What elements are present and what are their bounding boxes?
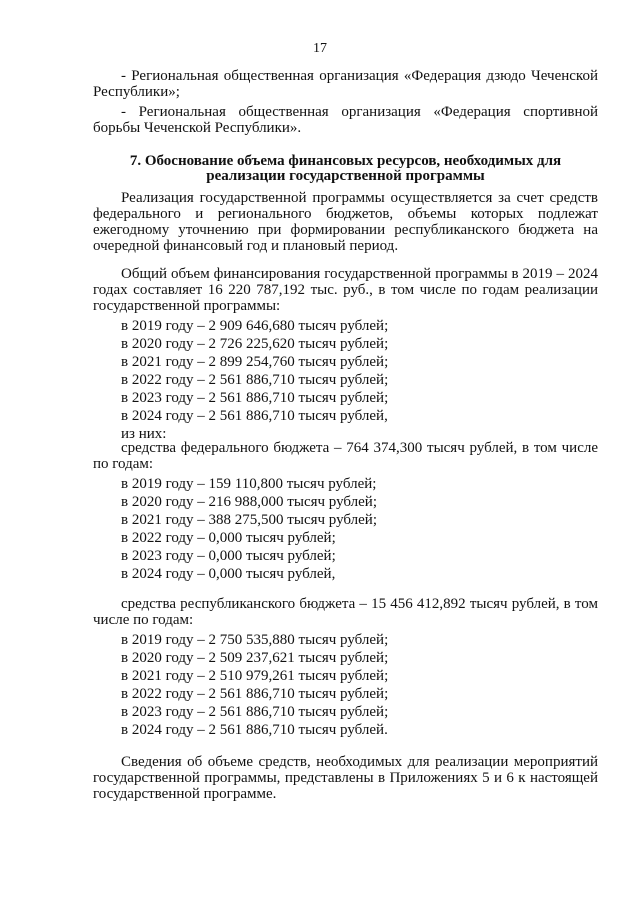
federal-year-line: в 2023 году – 0,000 тысяч рублей; [121, 548, 336, 564]
republic-year-line: в 2019 году – 2 750 535,880 тысяч рублей; [121, 632, 389, 648]
of-them-label: из них: [121, 426, 167, 442]
section-heading: 7. Обоснование объема финансовых ресурсов, необходимых для реализации государственной программы [129, 153, 562, 184]
org-item-wrestling: - Региональная общественная организация «Федерация спортивной борьбы Чеченской Республики». [93, 104, 598, 136]
republic-year-line: в 2024 году – 2 561 886,710 тысяч рублей. [121, 722, 388, 738]
total-year-line: в 2021 году – 2 899 254,760 тысяч рублей; [121, 354, 389, 370]
total-funding-paragraph: Общий объем финансирования государственной программы в 2019 – 2024 годах составляет 16 220 787,192 тыс. руб., в том числе по годам реализации государственной программы: [93, 266, 598, 314]
republic-year-line: в 2022 году – 2 561 886,710 тысяч рублей; [121, 686, 389, 702]
federal-year-line: в 2021 году – 388 275,500 тысяч рублей; [121, 512, 377, 528]
federal-budget-intro: средства федерального бюджета – 764 374,300 тысяч рублей, в том числе по годам: [93, 440, 598, 472]
closing-paragraph: Сведения об объеме средств, необходимых для реализации мероприятий государственной программы, представлены в Приложениях 5 и 6 к настоящей государственной программе. [93, 754, 598, 802]
republic-year-line: в 2020 году – 2 509 237,621 тысяч рублей; [121, 650, 389, 666]
total-year-line: в 2023 году – 2 561 886,710 тысяч рублей; [121, 390, 389, 406]
federal-year-line: в 2020 году – 216 988,000 тысяч рублей; [121, 494, 377, 510]
total-year-line: в 2020 году – 2 726 225,620 тысяч рублей; [121, 336, 389, 352]
org-item-judo: - Региональная общественная организация «Федерация дзюдо Чеченской Республики»; [93, 68, 598, 100]
republic-year-line: в 2023 году – 2 561 886,710 тысяч рублей; [121, 704, 389, 720]
republic-year-line: в 2021 году – 2 510 979,261 тысяч рублей; [121, 668, 389, 684]
funding-sources-paragraph: Реализация государственной программы осуществляется за счет средств федерального и регионального бюджетов, объемы которых подлежат ежегодному уточнению при формировании республиканского бюджета на очередной финансовый год и плановый период. [93, 190, 598, 254]
federal-year-line: в 2022 году – 0,000 тысяч рублей; [121, 530, 336, 546]
federal-year-line: в 2024 году – 0,000 тысяч рублей, [121, 566, 336, 582]
total-year-line: в 2019 году – 2 909 646,680 тысяч рублей; [121, 318, 389, 334]
total-year-line: в 2022 году – 2 561 886,710 тысяч рублей; [121, 372, 389, 388]
republic-budget-intro: средства республиканского бюджета – 15 456 412,892 тысяч рублей, в том числе по годам: [93, 596, 598, 628]
total-year-line: в 2024 году – 2 561 886,710 тысяч рублей, [121, 408, 388, 424]
federal-year-line: в 2019 году – 159 110,800 тысяч рублей; [121, 476, 377, 492]
page-number: 17 [313, 41, 327, 56]
